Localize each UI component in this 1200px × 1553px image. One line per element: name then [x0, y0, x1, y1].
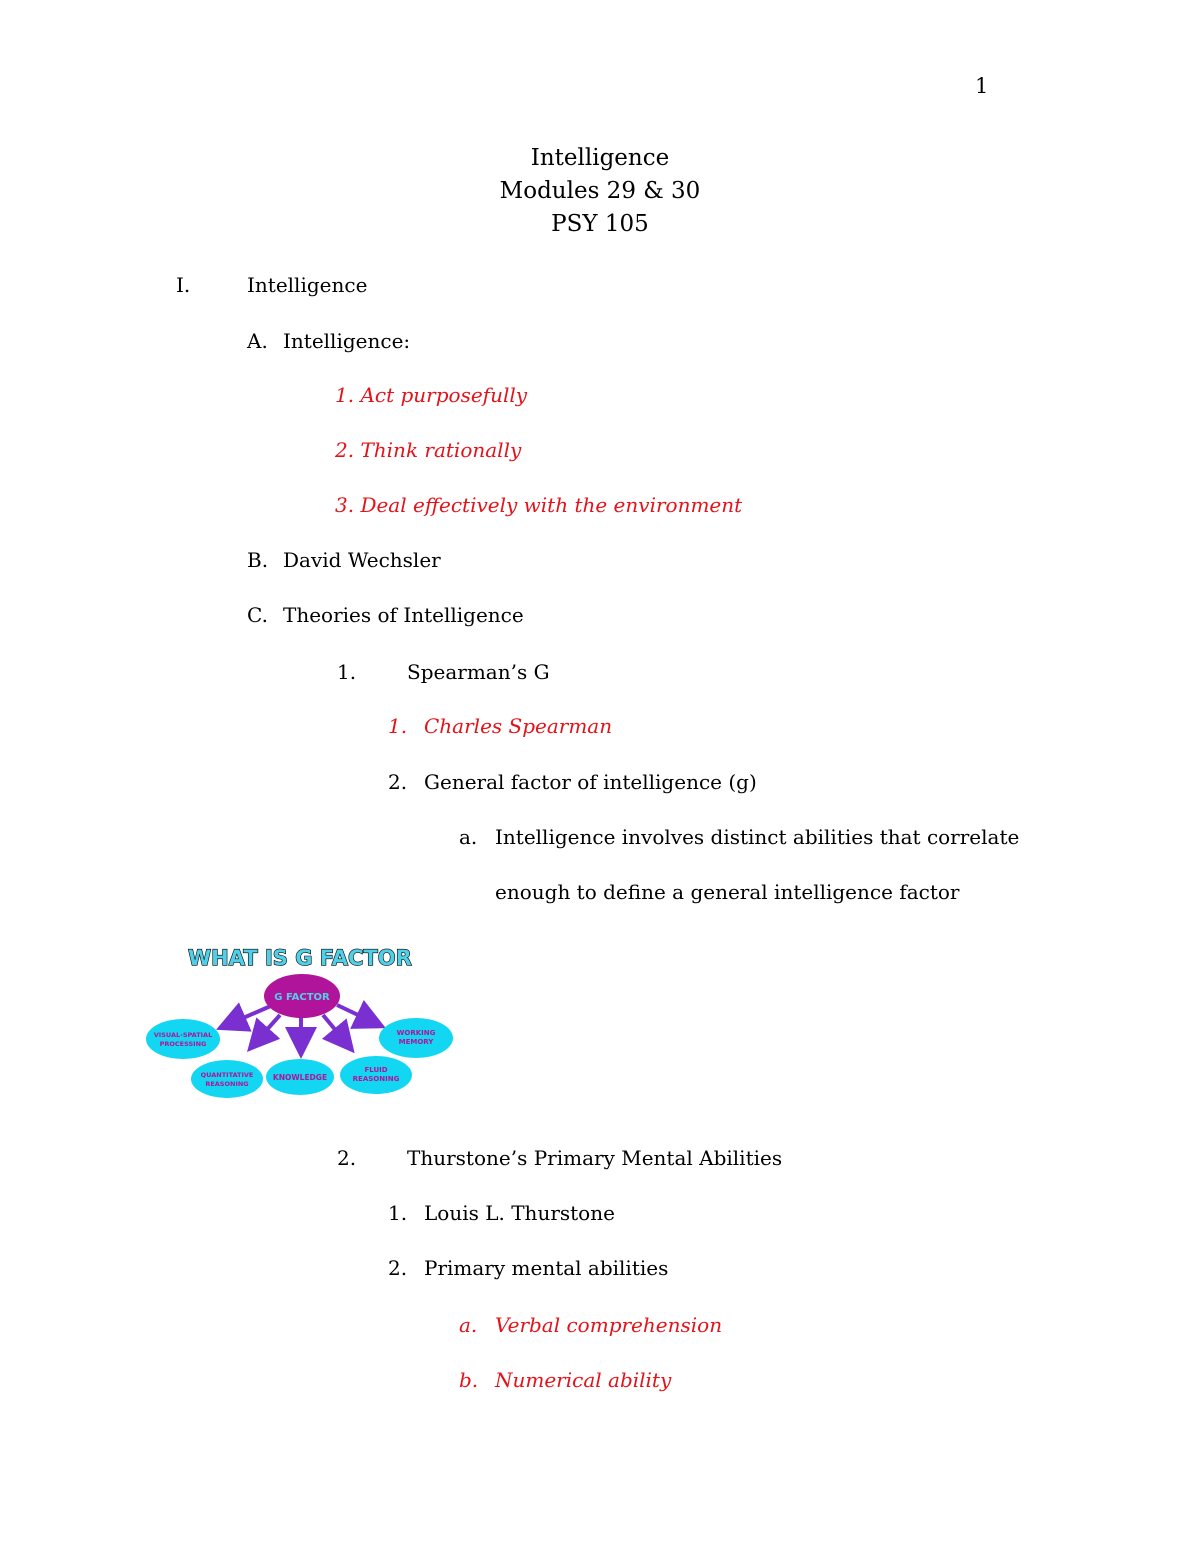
general-factor-heading: General factor of intelligence (g) [424, 770, 757, 794]
spearman-heading: Spearman’s G [407, 660, 550, 684]
page-number: 1 [975, 74, 989, 98]
primary-mental-abilities-heading: Primary mental abilities [424, 1256, 669, 1280]
title-line-1: Intelligence [530, 145, 670, 171]
outline-marker-C1: 1. [337, 660, 357, 684]
node-quantitative-reasoning-label: QUANTITATIVE REASONING [200, 1071, 254, 1088]
numerical-ability: Numerical ability [495, 1368, 672, 1392]
section-C-heading: Theories of Intelligence [283, 603, 524, 627]
g-factor-diagram [145, 937, 460, 1100]
arrow-to-working-memory [337, 1005, 375, 1023]
title-line-2: Modules 29 & 30 [499, 178, 701, 204]
node-working-memory-label: WORKING MEMORY [396, 1029, 436, 1046]
arrow-to-quantitative [255, 1015, 280, 1043]
verbal-comprehension: Verbal comprehension [495, 1313, 723, 1337]
louis-thurstone: Louis L. Thurstone [424, 1201, 615, 1225]
charles-spearman: Charles Spearman [424, 714, 613, 738]
outline-marker-C: C. [247, 603, 268, 627]
outline-marker-C1-2: 2. [388, 770, 408, 794]
outline-marker-C2-2a: a. [459, 1313, 478, 1337]
g-factor-center-label: G FACTOR [274, 992, 330, 1003]
arrow-to-visual-spatial [227, 1005, 273, 1025]
section-A-heading: Intelligence: [283, 329, 411, 353]
node-visual-spatial [146, 1019, 220, 1059]
g-definition-line-1: Intelligence involves distinct abilities that correlate [495, 825, 1020, 849]
definition-item-3: 3. Deal effectively with the environment [335, 493, 743, 517]
diagram-title: WHAT IS G FACTOR [188, 946, 412, 970]
arrow-to-fluid [323, 1015, 347, 1044]
definition-item-2: 2. Think rationally [335, 438, 522, 462]
g-definition-line-2: enough to define a general intelligence factor [495, 880, 960, 904]
thurstone-heading: Thurstone’s Primary Mental Abilities [407, 1146, 783, 1170]
section-B-heading: David Wechsler [283, 548, 441, 572]
outline-marker-C1-1: 1. [388, 714, 408, 738]
node-visual-spatial-label: VISUAL-SPATIAL PROCESSING [153, 1031, 213, 1048]
section-I-heading: Intelligence [247, 273, 368, 297]
node-knowledge-label: KNOWLEDGE [272, 1073, 328, 1082]
definition-item-1: 1. Act purposefully [335, 383, 528, 407]
node-fluid-reasoning-label: FLUID REASONING [352, 1066, 400, 1083]
node-quantitative-reasoning [191, 1060, 263, 1098]
outline-marker-C2-2b: b. [459, 1368, 479, 1392]
document-title [0, 142, 1200, 241]
outline-marker-C2-1: 1. [388, 1201, 408, 1225]
outline-marker-I: I. [176, 273, 191, 297]
outline-marker-C2-2: 2. [388, 1256, 408, 1280]
title-line-3: PSY 105 [551, 211, 649, 237]
outline-marker-C2: 2. [337, 1146, 357, 1170]
outline-marker-B: B. [247, 548, 269, 572]
outline-marker-A: A. [247, 329, 268, 353]
outline-marker-C1-2a: a. [459, 825, 478, 849]
